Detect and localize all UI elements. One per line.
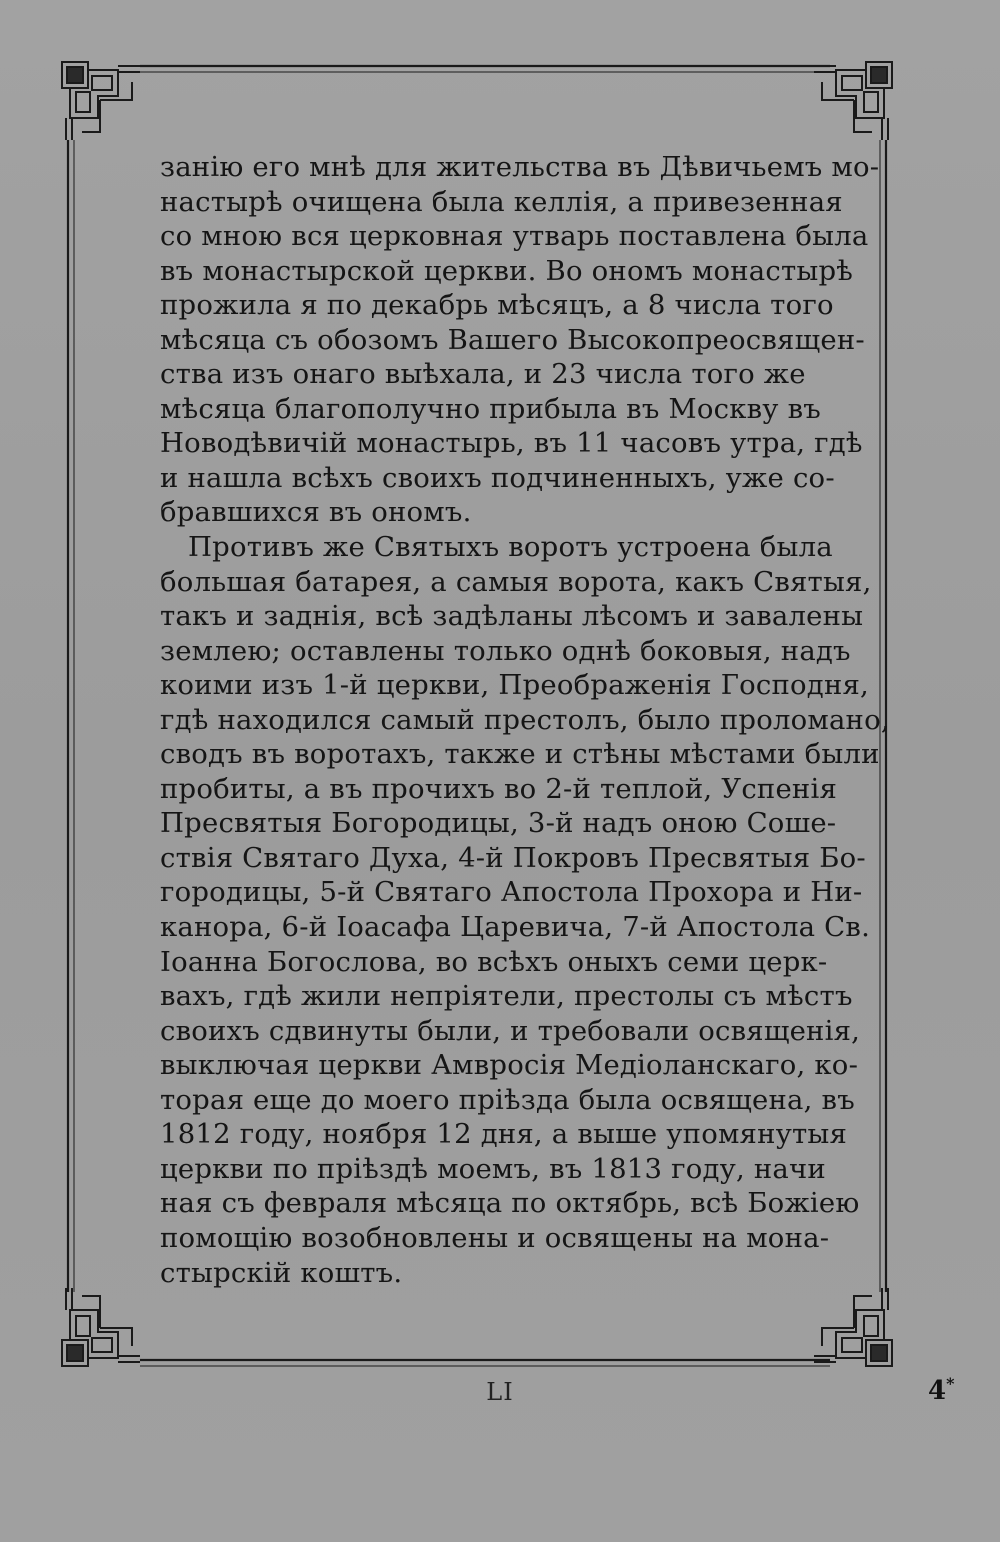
text-line: такъ и заднія, всѣ задѣланы лѣсомъ и завалены — [160, 600, 864, 633]
text-line: Пресвятыя Богородицы, 3-й надъ оною Соше- — [160, 807, 837, 840]
text-line: Новодѣвичій монастырь, въ 11 часовъ утра, гдѣ — [160, 427, 863, 460]
text-line: помощію возобновлены и освящены на мона- — [160, 1221, 830, 1254]
text-line: занію его мнѣ для жительства въ Дѣвичьемъ мо- — [160, 151, 880, 183]
text-line: въ монастырской церкви. Во ономъ монастырѣ — [160, 254, 854, 287]
text-line: коими изъ 1-й церкви, Преображенія Господня, — [160, 669, 869, 702]
text-line: 1812 году, ноября 12 дня, а выше упомянутыя — [160, 1118, 848, 1151]
text-line: ства изъ онаго выѣхала, и 23 числа того же — [160, 358, 806, 391]
paragraph-2 — [160, 530, 890, 1290]
text-line: стырскій коштъ. — [160, 1256, 403, 1289]
signature-number: 4 — [928, 1376, 947, 1406]
text-line: со мною вся церковная утварь поставлена была — [160, 220, 869, 253]
signature-mark — [928, 1374, 954, 1406]
text-line: и нашла всѣхъ своихъ подчиненныхъ, уже со- — [160, 461, 835, 494]
body-text — [160, 150, 890, 1290]
text-line: канора, 6-й Іоасафа Царевича, 7-й Апостола Св. — [160, 911, 871, 944]
text-line: мѣсяца съ обозомъ Вашего Высокопреосвящен- — [160, 323, 865, 356]
signature-asterisk: * — [946, 1374, 955, 1393]
text-line: большая батарея, а самыя ворота, какъ Святыя, — [160, 565, 872, 598]
page-number: LI — [486, 1378, 514, 1406]
text-line: бравшихся въ ономъ. — [160, 496, 472, 529]
text-line: землею; оставлены только однѣ боковыя, надъ — [160, 634, 851, 667]
text-line: Іоанна Богослова, во всѣхъ оныхъ семи церк- — [160, 945, 828, 978]
text-line: вахъ, гдѣ жили непріятели, престолы съ мѣстъ — [160, 980, 853, 1013]
text-line: торая еще до моего пріѣзда была освящена, въ — [160, 1083, 855, 1116]
text-line: городицы, 5-й Святаго Апостола Прохора и Ни- — [160, 876, 863, 909]
text-line: прожила я по декабрь мѣсяцъ, а 8 числа того — [160, 289, 834, 322]
text-line: настырѣ очищена была келлія, а привезенная — [160, 185, 843, 218]
text-line: выключая церкви Амвросія Медіоланскаго, ко- — [160, 1049, 859, 1082]
text-line: Противъ же Святыхъ воротъ устроена была — [188, 531, 833, 564]
text-line: ная съ февраля мѣсяца по октябрь, всѣ Божіею — [160, 1187, 860, 1220]
text-line: сводъ въ воротахъ, также и стѣны мѣстами были — [160, 738, 880, 771]
text-line: своихъ сдвинуты были, и требовали освященія, — [160, 1014, 861, 1047]
text-line: ствія Святаго Духа, 4-й Покровъ Пресвятыя Бо- — [160, 841, 866, 874]
text-line: гдѣ находился самый престолъ, было проломано, — [160, 703, 890, 736]
text-line: церкви по пріѣздѣ моемъ, въ 1813 году, начи — [160, 1152, 826, 1185]
text-line: мѣсяца благополучно прибыла въ Москву въ — [160, 392, 821, 425]
paragraph-1 — [160, 150, 880, 530]
text-line: пробиты, а въ прочихъ во 2-й теплой, Успенія — [160, 772, 838, 805]
